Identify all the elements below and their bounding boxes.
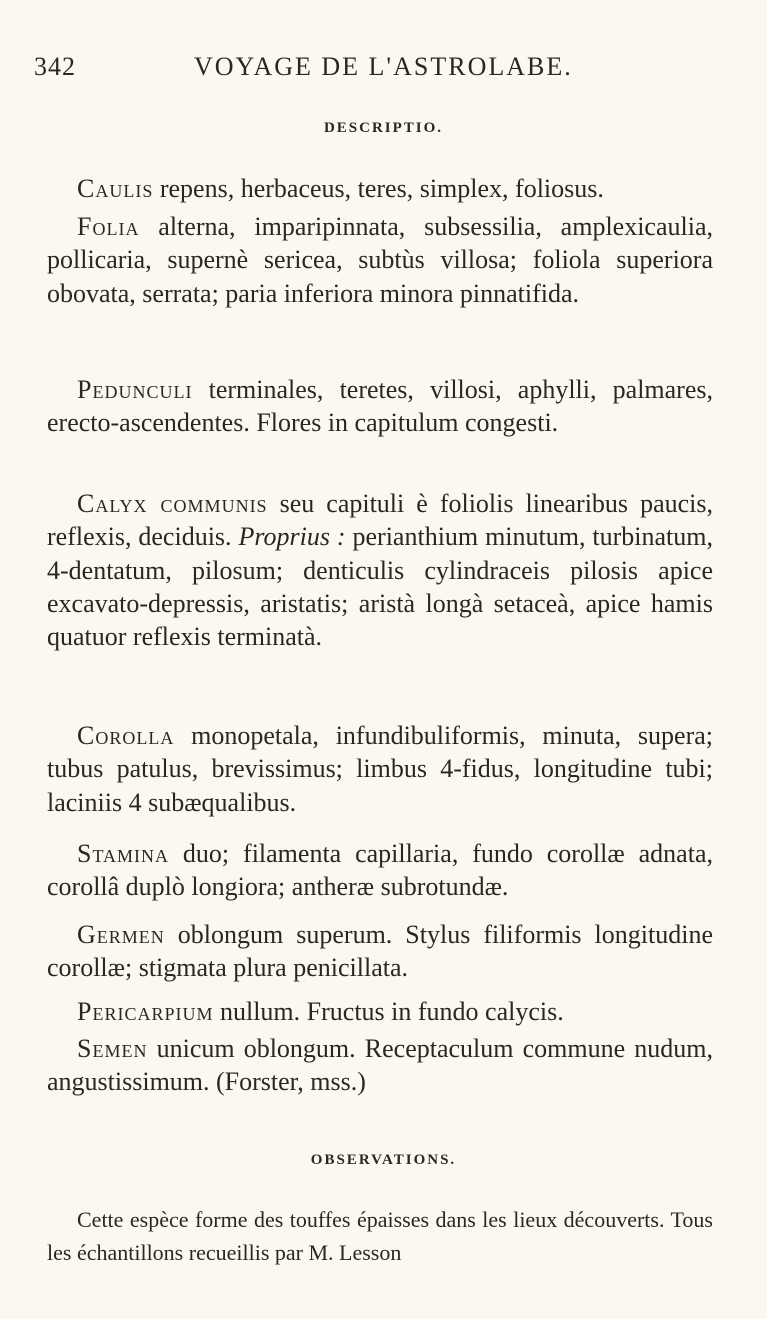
paragraph-text: seu capituli è foliolis linearibus paucis, reflexis, deciduis. bbox=[47, 489, 713, 552]
paragraph-semen bbox=[47, 1032, 713, 1099]
paragraph-lead: Germen bbox=[77, 920, 165, 949]
paragraph-lead: Caulis bbox=[77, 174, 154, 203]
paragraph-corolla bbox=[47, 719, 713, 819]
page-number: 342 bbox=[34, 52, 76, 81]
paragraph-lead: Calyx communis bbox=[77, 489, 268, 518]
paragraph-lead: Folia bbox=[77, 212, 140, 241]
paragraph-observation: Cette espèce forme des touffes épaisses dans les lieux découverts. Tous les échantillons recueillis par M. Lesson bbox=[47, 1207, 713, 1266]
paragraph-pedunculi bbox=[47, 373, 713, 440]
paragraph-lead: Semen bbox=[77, 1034, 148, 1063]
paragraph-text: oblongum superum. Stylus filiformis longitudine corollæ; stigmata plura penicillata. bbox=[47, 920, 713, 983]
running-title: VOYAGE DE L'ASTROLABE. bbox=[194, 52, 573, 81]
paragraph-text: perianthium minutum, turbinatum, 4-dentatum, pilosum; denticulis cylindraceis pilosis apice excavato-depressis, aristatis; aristà longà setaceà, apice hamis quatuor reflexis terminatà. bbox=[47, 522, 714, 652]
paragraph-lead: Corolla bbox=[77, 721, 175, 750]
paragraph-text: terminales, teretes, villosi, aphylli, palmares, erecto-ascendentes. Flores in capitulum congesti. bbox=[47, 375, 713, 438]
paragraph-caulis bbox=[47, 172, 713, 205]
paragraph-text: repens, herbaceus, teres, simplex, foliosus. bbox=[153, 174, 604, 203]
paragraph-text: monopetala, infundibuliformis, minuta, supera; tubus patulus, brevissimus; limbus 4-fidus, longitudine tubi; laciniis 4 subæqualibus. bbox=[47, 721, 713, 817]
paragraph-italic: Proprius : bbox=[238, 522, 346, 552]
paragraph-text: unicum oblongum. Receptaculum commune nudum, angustissimum. (Forster, mss.) bbox=[47, 1034, 713, 1097]
paragraph-lead: Stamina bbox=[77, 839, 170, 868]
page-header bbox=[34, 52, 734, 86]
section-heading-observations: OBSERVATIONS. bbox=[310, 1152, 457, 1168]
paragraph-text: nullum. Fructus in fundo calycis. bbox=[213, 997, 564, 1026]
paragraph-lead: Pedunculi bbox=[77, 375, 193, 404]
paragraph-folia bbox=[47, 210, 713, 310]
paragraph-pericarpium bbox=[47, 995, 713, 1028]
paragraph-stamina bbox=[47, 837, 713, 904]
paragraph-lead: Pericarpium bbox=[77, 997, 214, 1026]
paragraph-text: alterna, imparipinnata, subsessilia, amplexicaulia, pollicaria, supernè sericea, subtùs villosa; foliola superiora obovata, serrata; paria inferiora minora pinnatifida. bbox=[47, 212, 713, 308]
paragraph-calyx bbox=[47, 487, 713, 653]
paragraph-text: duo; filamenta capillaria, fundo corollæ adnata, corollâ duplò longiora; antheræ subrotundæ. bbox=[47, 839, 713, 902]
paragraph-germen bbox=[47, 918, 713, 985]
section-heading-descriptio: DESCRIPTIO. bbox=[323, 120, 444, 136]
